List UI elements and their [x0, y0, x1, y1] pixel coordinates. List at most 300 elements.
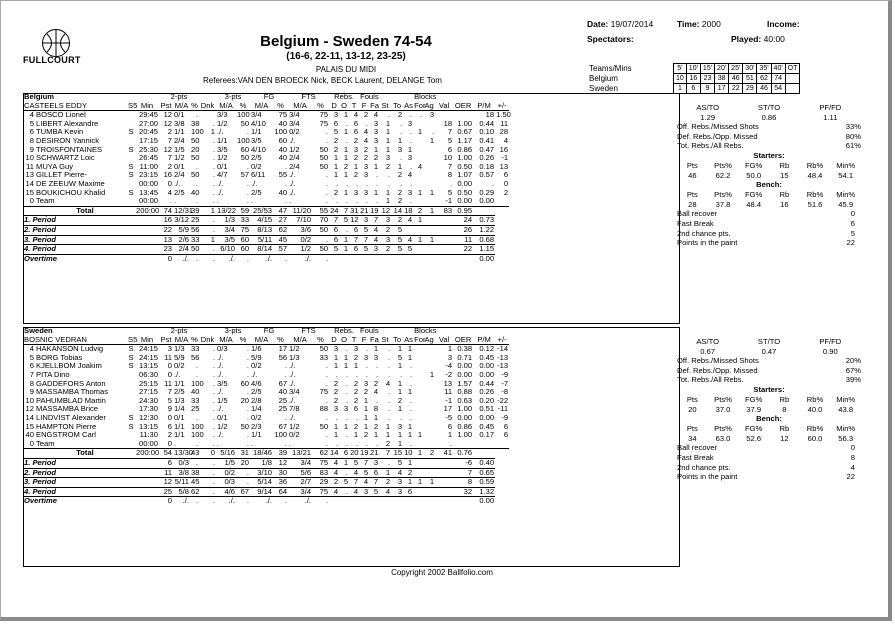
stat-cell: 56	[278, 352, 288, 362]
player-name: DE ZEEUW Maxime	[36, 178, 105, 188]
stat-cell: .	[399, 369, 403, 379]
stat-cell: S	[128, 361, 134, 371]
stat-cell: .	[409, 178, 413, 188]
period-cell: 5	[349, 458, 359, 468]
period-cell: 7	[453, 468, 473, 478]
period-cell: 1	[423, 235, 435, 245]
stat-cell: .	[212, 178, 216, 188]
stat-cell: 0/2	[289, 430, 300, 440]
team-summary-panel	[677, 103, 861, 248]
stat-cell: 1	[417, 127, 423, 137]
stat-cell: 4	[373, 387, 379, 397]
stat-cell: 7	[167, 153, 173, 163]
stat-cell: .	[246, 369, 250, 379]
split-header: FG%	[745, 190, 763, 200]
stat-cell: .	[212, 421, 216, 431]
period-cell: 1	[403, 478, 413, 488]
period-cell: 1/3	[216, 216, 236, 226]
time-info: Time: 2000	[677, 19, 721, 29]
stat-cell: 1	[343, 421, 349, 431]
total-cell: 7	[379, 449, 391, 459]
stat-cell: 0.12	[479, 344, 495, 354]
stat-cell: 1	[407, 352, 413, 362]
stat-cell: 4	[373, 110, 379, 120]
period-cell: 3	[379, 216, 391, 226]
stat-cell: 25:30	[139, 144, 159, 154]
stat-cell: 4/10	[251, 118, 266, 128]
stat-cell: 7/8	[289, 404, 300, 414]
stat-cell: 0	[167, 438, 173, 448]
stat-cell: 2	[353, 153, 359, 163]
stat-cell: 11:00	[139, 161, 159, 171]
stat-cell: 1/5	[174, 144, 185, 154]
stat-cell: 1/1	[174, 421, 185, 431]
stat-cell: 0	[167, 412, 173, 422]
stat-cell: .	[355, 369, 359, 379]
rebs-header: Rebs.	[334, 92, 354, 101]
stat-cell: .	[409, 110, 413, 120]
split-header: Rb%	[806, 394, 824, 404]
player-name: TUMBA Kevin	[36, 127, 84, 137]
total-cell: 1	[413, 449, 423, 459]
stat-cell: 3	[429, 110, 435, 120]
total-cell: 59	[236, 206, 250, 216]
column-header: OER	[454, 100, 472, 110]
misc-stat-value: 4	[850, 462, 855, 472]
player-name: LINDVIST Alexander	[36, 412, 106, 422]
starters-values	[677, 171, 861, 181]
stat-cell: 3	[333, 404, 339, 414]
teams-mins-label: Teams/Mins	[589, 64, 632, 73]
period-cell: 0.40	[473, 458, 495, 468]
stat-cell: 88	[319, 404, 329, 414]
bench-value: 45.9	[838, 199, 854, 209]
column-header: M/A	[216, 336, 236, 345]
stat-cell: 0.00	[479, 361, 495, 371]
stat-cell: 1/3	[289, 352, 300, 362]
period-cell: 13	[159, 235, 173, 245]
total-cell: 19	[360, 448, 369, 458]
stat-cell: 50	[240, 153, 250, 163]
period-cell: 0.68	[473, 235, 495, 245]
stat-cell: 40	[278, 153, 288, 163]
stat-cell: 4	[29, 110, 34, 120]
stat-cell: 1	[373, 412, 379, 422]
period-cell: 1	[413, 478, 423, 488]
period-cell: 0	[159, 497, 173, 506]
stat-cell: .	[195, 178, 199, 188]
period-cell: 4	[329, 458, 339, 468]
quarter-score: 6	[686, 84, 700, 94]
stat-cell: .	[345, 196, 349, 206]
stat-cell: .	[409, 361, 413, 371]
ratio-header: ST/TO	[757, 103, 781, 112]
column-header: D	[329, 336, 339, 345]
period-cell: 8/14	[250, 245, 273, 255]
stat-cell: 56	[191, 352, 200, 362]
starters-value: 43.8	[838, 404, 854, 414]
stat-cell: 3/4	[289, 110, 300, 120]
stat-cell: 3	[363, 187, 369, 197]
stat-cell: 25:15	[139, 378, 159, 388]
three-pts-header: 3-pts	[224, 326, 242, 335]
team-name: Belgium	[24, 92, 54, 101]
period-cell: 3	[391, 478, 403, 488]
stat-cell: ./.	[289, 170, 296, 180]
misc-stat-row	[677, 453, 861, 463]
stat-cell: .	[325, 378, 329, 388]
stat-cell: 4/7	[217, 170, 228, 180]
period-cell: 4/6	[216, 487, 236, 497]
period-cell: 7	[359, 235, 369, 245]
stat-cell: 50	[319, 144, 329, 154]
stat-cell: 1	[333, 170, 339, 180]
ratio-headers	[677, 103, 861, 113]
stat-cell: .	[375, 170, 379, 180]
period-cell: 1/8	[250, 458, 273, 468]
stat-cell: 3/5	[217, 378, 228, 388]
split-header: Pts%	[714, 424, 732, 434]
stat-cell: 1.17	[457, 135, 473, 145]
stat-cell: 1	[333, 430, 339, 440]
quarter-team-name: Belgium	[589, 74, 618, 83]
stat-cell: .	[325, 196, 329, 206]
stat-cell: 0/1	[217, 412, 228, 422]
stat-cell: 75	[319, 118, 329, 128]
period-cell: .	[312, 254, 329, 263]
period-cell: 5	[403, 245, 413, 255]
stat-cell: 1	[373, 344, 379, 354]
stat-cell: 7	[167, 135, 173, 145]
referees: Referees:VAN DEN BROECK Nick, BECK Laurent, DELANGE Tom	[203, 76, 442, 85]
bench-value: 28	[688, 199, 697, 209]
stat-cell: 2/5	[251, 187, 262, 197]
total-cell: 14	[391, 206, 403, 216]
total-cell: 200:00	[136, 205, 160, 215]
stat-cell: 1	[407, 344, 413, 354]
quarter-score: 74	[771, 74, 785, 84]
stat-cell: 2	[397, 187, 403, 197]
stat-cell: 3/5	[251, 135, 262, 145]
period-cell: 6	[329, 225, 339, 235]
column-header: S5	[128, 100, 138, 110]
period-cell: 2	[379, 478, 391, 488]
stat-cell: 23:15	[139, 170, 159, 180]
period-cell: .	[236, 254, 250, 263]
period-cell: 0	[159, 254, 173, 263]
total-cell: 39	[273, 449, 288, 459]
total-cell: 83	[435, 206, 453, 216]
split-header: Rb%	[806, 190, 824, 200]
stat-cell: .	[284, 196, 288, 206]
stat-cell: .	[387, 404, 391, 414]
team-section-border	[23, 93, 680, 324]
stat-cell: .	[246, 344, 250, 354]
stat-cell: 1	[397, 430, 403, 440]
stat-cell: .	[409, 135, 413, 145]
stat-cell: 3/5	[217, 144, 228, 154]
stat-cell: 2	[333, 135, 339, 145]
stat-cell: 1/3	[174, 395, 185, 405]
stat-cell: 1	[373, 144, 379, 154]
stat-cell: 25	[278, 404, 288, 414]
stat-cell: ./.	[174, 178, 181, 188]
misc-stat-label: 2nd chance pts.	[677, 462, 731, 472]
column-header: M/A	[174, 334, 189, 344]
stat-cell: 100	[237, 110, 250, 120]
stat-cell: .	[491, 178, 495, 188]
stat-cell: .	[212, 118, 216, 128]
stat-cell: .	[325, 170, 329, 180]
stat-cell: .	[212, 344, 216, 354]
stat-cell: 33	[191, 395, 200, 405]
stat-cell: 1.07	[457, 170, 473, 180]
quarter-score: 9	[700, 84, 714, 94]
stat-cell: ./.	[217, 187, 224, 197]
stat-cell: 1	[447, 430, 453, 440]
stat-cell: .	[345, 430, 349, 440]
period-cell: 4	[369, 225, 379, 235]
stat-cell: 1	[407, 430, 413, 440]
period-cell: 8	[453, 478, 473, 488]
starters-value: 37.0	[715, 404, 731, 414]
stat-cell: .	[409, 412, 413, 422]
stat-cell: 2	[373, 421, 379, 431]
column-header: D	[329, 102, 339, 111]
stat-cell: .	[212, 187, 216, 197]
rebound-ratio-row	[677, 141, 861, 151]
split-header: Min%	[836, 190, 856, 200]
misc-stat-row	[677, 229, 861, 239]
stat-cell: 2	[385, 438, 391, 448]
split-header: Pts%	[714, 160, 732, 170]
stat-cell: -13	[497, 352, 509, 362]
stat-cell: 38	[191, 118, 200, 128]
stat-cell: -22	[497, 395, 509, 405]
player-name: MUYA Guy	[36, 161, 73, 171]
stat-cell: 0	[167, 369, 173, 379]
stat-cell: 2	[333, 395, 339, 405]
period-cell: .	[190, 458, 199, 468]
fouls-header: Fouls	[360, 92, 379, 101]
period-label: 2. Period	[23, 468, 159, 478]
stat-cell: 5	[29, 118, 34, 128]
stat-cell: 00:00	[139, 196, 159, 206]
stat-cell: 0/2	[251, 361, 262, 371]
stat-cell: 6	[167, 421, 173, 431]
period-cell: 25	[191, 215, 200, 225]
stat-cell: 40	[191, 187, 200, 197]
stat-cell: 1	[373, 161, 379, 171]
stat-cell: 6	[503, 421, 509, 431]
team-name: Sweden	[24, 326, 53, 335]
column-header: T	[349, 336, 359, 345]
total-cell: 13/30	[174, 448, 194, 458]
stat-cell: 0.00	[457, 361, 473, 371]
stat-cell: .	[387, 387, 391, 397]
column-header: To	[393, 100, 402, 110]
misc-stat-row	[677, 443, 861, 453]
period-cell: 64	[273, 487, 288, 497]
period-cell: 22	[159, 225, 173, 235]
period-cell: 1	[413, 216, 423, 226]
stat-cell: .	[335, 369, 339, 379]
total-cell: 41	[435, 449, 453, 459]
stat-cell: 3	[407, 118, 413, 128]
starters-value: 15	[780, 170, 789, 180]
starters-value: 48.4	[807, 170, 823, 180]
stat-cell: 0.63	[457, 395, 473, 405]
period-cell: 0/2	[288, 235, 312, 245]
stat-cell: 50	[191, 135, 200, 145]
stat-cell: 1	[333, 352, 339, 362]
stat-cell: 67	[278, 421, 288, 431]
period-cell: .	[273, 254, 288, 263]
stat-cell: .	[375, 395, 379, 405]
quarter-score: 23	[700, 74, 714, 84]
stat-cell: 1	[353, 161, 359, 171]
split-header: Min%	[836, 160, 856, 170]
stat-cell: 00:00	[139, 438, 159, 448]
column-header: P/M	[473, 102, 495, 111]
period-cell: 7	[349, 478, 359, 488]
misc-stat-row	[677, 238, 861, 248]
period-cell: 1.15	[473, 245, 495, 255]
stat-cell: .	[246, 361, 250, 371]
stat-cell: ./.	[217, 404, 224, 414]
misc-stat-row	[677, 219, 861, 229]
stat-cell: 1	[385, 187, 391, 197]
stat-cell: 11	[164, 352, 173, 362]
stat-cell: 1/6	[251, 344, 262, 354]
rebound-ratio-label: Def. Rebs./Opp. Missed	[677, 365, 758, 375]
period-cell: 33	[191, 234, 200, 244]
stat-cell: 5	[29, 352, 34, 362]
stat-cell: ./.	[289, 135, 296, 145]
total-cell: 2	[423, 449, 435, 459]
stat-cell: 1	[397, 361, 403, 371]
stat-cell: 24:15	[139, 352, 159, 362]
stat-cell: 50	[319, 344, 329, 354]
total-cell: 24	[330, 205, 339, 215]
period-cell: 12	[159, 478, 173, 488]
period-cell: 0/2	[216, 468, 236, 478]
rebound-ratio-row	[677, 366, 861, 376]
period-cell: 16	[159, 216, 173, 226]
stat-cell: .	[409, 395, 413, 405]
stat-cell: .	[195, 361, 199, 371]
period-label: Overtime	[23, 497, 159, 506]
player-name: ENGSTROM Carl	[36, 430, 96, 440]
stat-cell: .	[212, 196, 216, 206]
stat-cell: -9	[501, 369, 509, 379]
stat-cell: 17:30	[139, 404, 159, 414]
starters-value: 37.9	[746, 404, 762, 414]
ratio-values	[677, 347, 861, 357]
stat-cell: 13	[499, 161, 509, 171]
stat-cell: 1/4	[251, 404, 262, 414]
bench-value: 48.4	[746, 199, 762, 209]
player-name: BOUKICHOU Khalid	[36, 187, 106, 197]
stat-cell: 18	[443, 118, 453, 128]
stat-cell: 40	[25, 430, 34, 440]
stat-cell: 2	[343, 161, 349, 171]
stat-cell: .	[345, 135, 349, 145]
stat-cell: S	[128, 344, 134, 354]
split-header: Min%	[836, 424, 856, 434]
stat-cell: 0.10	[479, 127, 495, 137]
column-header: %	[312, 102, 329, 111]
stat-cell: .	[212, 170, 216, 180]
stat-cell: 40	[191, 387, 200, 397]
stat-cell: 11	[164, 378, 173, 388]
stat-cell: 0	[167, 178, 173, 188]
starters-value: 62.2	[715, 170, 731, 180]
stat-cell: .	[246, 187, 250, 197]
total-cell: 5/16	[216, 449, 236, 459]
stat-cell: .	[289, 196, 292, 206]
misc-stat-value: 22	[846, 472, 855, 482]
ratio-value: 0.67	[700, 346, 716, 356]
split-header: Pts	[686, 394, 698, 404]
stat-cell: .	[365, 196, 369, 206]
ratio-header: AS/TO	[696, 337, 719, 346]
split-header: FG%	[745, 160, 763, 170]
stat-cell: .	[212, 387, 216, 397]
stat-cell: 1	[343, 144, 349, 154]
stat-cell: 60	[278, 135, 288, 145]
stat-cell: 11	[500, 118, 509, 128]
stat-cell: .	[387, 395, 391, 405]
misc-stat-value: 0	[850, 443, 855, 453]
bench-values	[677, 200, 861, 210]
period-cell: 20	[236, 458, 250, 468]
stat-cell: .	[387, 369, 391, 379]
stat-cell: 2/3	[251, 421, 262, 431]
bench-value: 12	[780, 433, 789, 443]
column-header: T	[349, 102, 359, 111]
stat-cell: 2	[363, 153, 369, 163]
bench-value: 34	[688, 433, 697, 443]
stat-cell: .	[212, 144, 216, 154]
rebound-ratio-row	[677, 356, 861, 366]
stat-cell: ./.	[217, 387, 224, 397]
stat-cell: 33	[191, 344, 200, 354]
stat-cell: 2	[397, 395, 403, 405]
split-header: Pts%	[714, 190, 732, 200]
stat-cell: 2	[397, 170, 403, 180]
starters-value: 46	[688, 170, 697, 180]
stat-cell: .	[365, 344, 369, 354]
quarter-header: 30'	[743, 64, 757, 74]
stat-cell: 0	[29, 438, 34, 448]
period-cell: 5/14	[250, 478, 273, 488]
stat-cell: 0/2	[251, 161, 262, 171]
period-cell: 4	[369, 235, 379, 245]
rebound-ratio-row	[677, 375, 861, 385]
stat-cell: -5	[445, 412, 453, 422]
split-header: Pts	[686, 190, 698, 200]
stat-cell: 50	[191, 170, 200, 180]
stat-cell: .	[212, 352, 216, 362]
period-cell: 27	[273, 216, 288, 226]
period-cell: 5/9	[173, 225, 190, 235]
period-cell: .	[312, 235, 329, 245]
total-cell: 18	[404, 205, 413, 215]
stat-cell: 12	[163, 110, 173, 120]
period-cell: 62	[273, 225, 288, 235]
stat-cell: 17:15	[139, 135, 159, 145]
